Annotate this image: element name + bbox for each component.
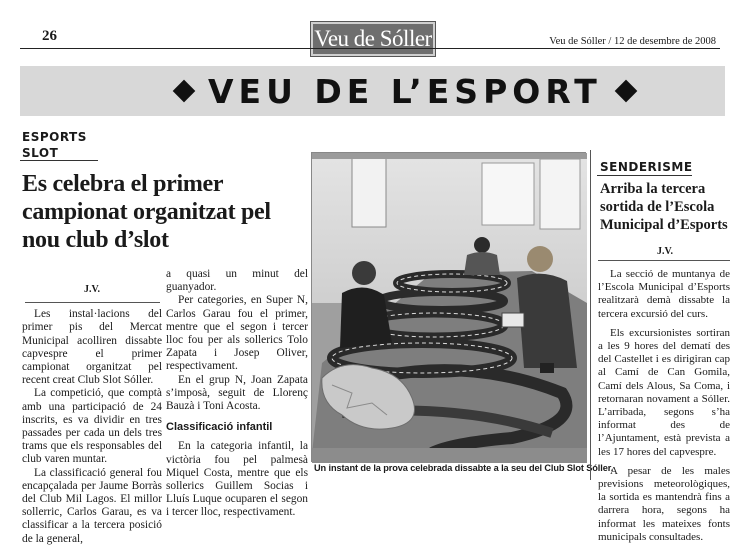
sidebar-category: SENDERISME	[600, 160, 693, 174]
sidebar-category-rule	[597, 175, 692, 176]
article-headline: Es celebra el primer campionat organitzat pel nou club d’slot	[22, 171, 271, 253]
section-title: VEU DE L’ESPORT	[208, 71, 602, 111]
article-paragraph: Per categories, en Super N, Carlos Garau fou el primer, mentre que el segon i tercer lloc fou per als sollerics Tolo Zapata i Josep Oliver, respectivament.	[166, 294, 308, 373]
sidebar-author-rule	[598, 260, 730, 261]
photo-caption: Un instant de la prova celebrada dissabte a la seu del Club Slot Sóller.	[314, 463, 614, 473]
section-banner	[20, 66, 725, 116]
article-paragraph: La competició, que comptà amb una participació de 24 inscrits, es va dividir en tres passades per cada un dels tres trams que els responsables del club varen muntar.	[22, 387, 162, 466]
article-paragraph: Les instal·lacions del primer pis del Mercat Municipal acolliren dissabte capvespre el primer campionat organitzat pel recent creat Club Slot Sóller.	[22, 308, 162, 387]
column-divider	[590, 150, 591, 480]
article-paragraph: a quasi un minut del guanyador.	[166, 268, 308, 294]
article-paragraph: La classificació general fou encapçalada per Jaume Borràs del Club Mil Lagos. El millor sollerric, Carlos Garau, es va classificar a la tercera posició de la general,	[22, 466, 162, 545]
article-column-1	[22, 283, 162, 546]
diamond-left-icon	[173, 80, 196, 103]
masthead-logo: Veu de Sóller	[311, 22, 435, 56]
article-photo	[311, 152, 586, 462]
page-number: 26	[42, 28, 57, 44]
issue-info: Veu de Sóller / 12 de desembre de 2008	[549, 36, 716, 47]
slot-track-photo	[312, 153, 587, 463]
header-rule	[20, 48, 720, 49]
author-rule	[25, 302, 160, 303]
sidebar-author: J.V.	[657, 246, 673, 257]
article-category: ESPORTS	[22, 130, 87, 144]
diamond-right-icon	[614, 80, 637, 103]
article-author: J.V.	[84, 284, 100, 295]
article-subcategory: SLOT	[22, 146, 59, 160]
sidebar-paragraph: Els excursionistes sortiran a les 9 hores del dematí des del Castellet i es dirigiran cap al Camí de Can Gomila, Camí dels Alous, Sa Coma, i retornaran novament a Sóller. L’arribada, segons s’ha informat des de l’Ajuntament, està prevista a les 17 hores del capvespre.	[598, 326, 730, 458]
sidebar-headline: Arriba la tercera sortida de l’Escola Municipal d’Esports	[600, 181, 728, 233]
article-subhead: Classificació infantil	[166, 421, 273, 434]
category-rule	[20, 160, 98, 161]
article-paragraph: En el grup N, Joan Zapata s’imposà, seguit de Llorenç Bauzà i Toni Acosta.	[166, 373, 308, 413]
sidebar-paragraph: La secció de muntanya de l’Escola Municipal d’Esports realitzarà demà dissabte la tercera excursió del curs.	[598, 268, 730, 320]
sidebar-paragraph: A pesar de les males previsions meteorològiques, la sortida es mantendrà fins a darrera hora, segons ha informat les mateixes fonts municipals consultades.	[598, 464, 730, 543]
sidebar-column	[598, 268, 730, 550]
article-paragraph: En la categoria infantil, la victòria fou pel palmesà Miquel Costa, mentre que els sollerics Guillem Socias i Lluís Luque ocuparen el segon i tercer lloc, respectivament.	[166, 440, 308, 519]
article-column-2	[166, 268, 308, 520]
